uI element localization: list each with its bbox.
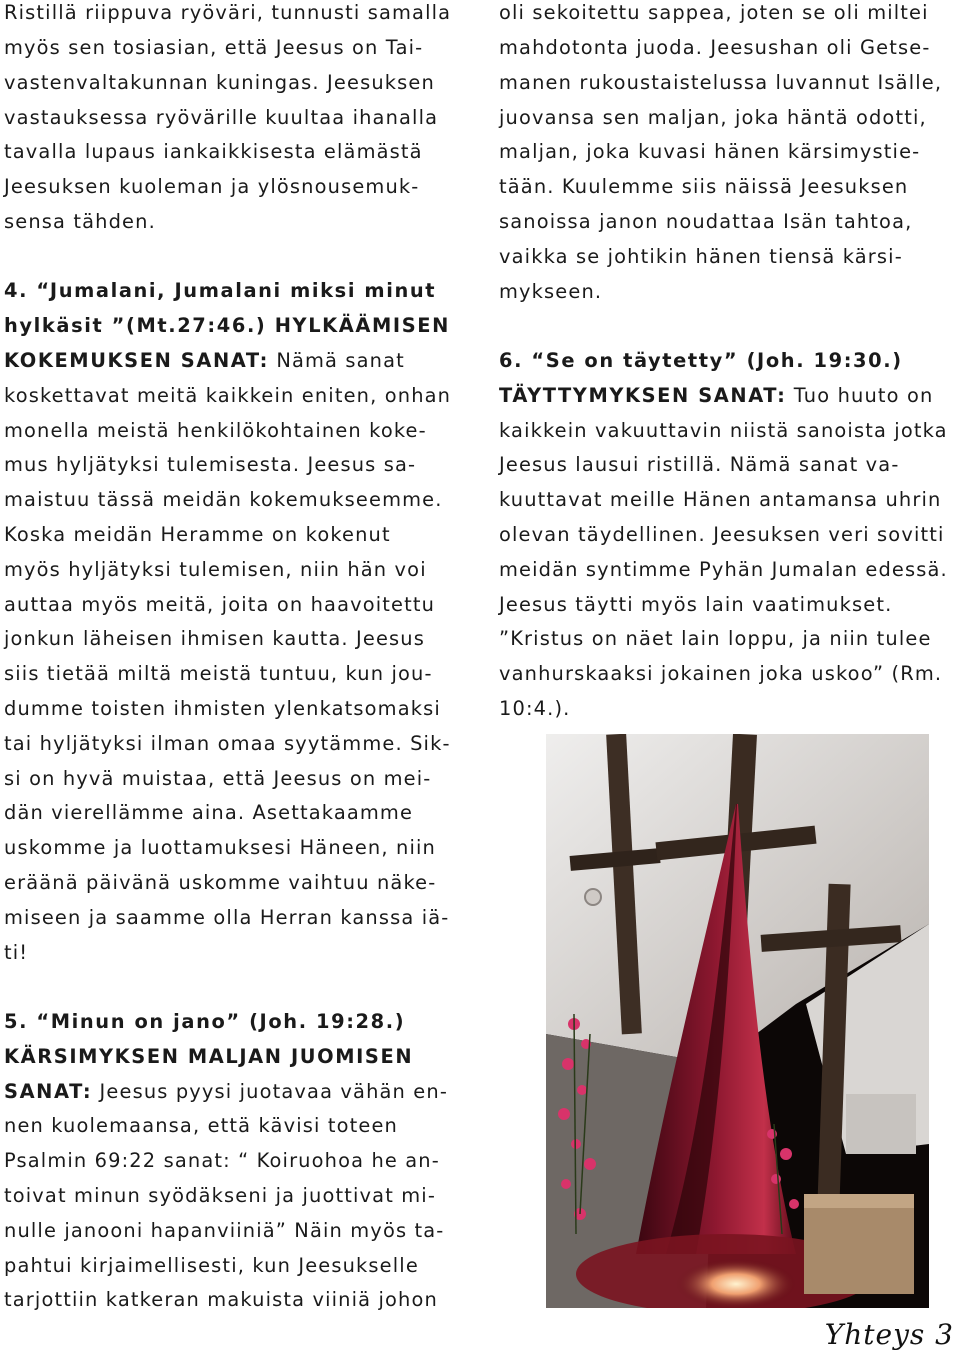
left-line-1: Ristillä riippuva ryöväri, tunnusti samalla <box>4 1 452 24</box>
right-line-8: vaikka se johtikin hänen tiensä kärsi- <box>499 245 903 268</box>
left-line-18: auttaa myös meitä, joita on haavoitettu <box>4 593 436 616</box>
heading-6-line-2: TÄYTTYMYKSEN SANAT: Tuo huuto on <box>499 384 934 407</box>
left-line-27: miseen ja saamme olla Herran kanssa iä- <box>4 906 450 929</box>
right-line-13: kaikkein vakuuttavin niistä sanoista jotka <box>499 419 948 442</box>
heading-5-line-2: KÄRSIMYKSEN MALJAN JUOMISEN <box>4 1045 414 1068</box>
right-line-1: oli sekoitettu sappea, joten se oli miltei <box>499 1 929 24</box>
left-line-20: siis tietää miltä meistä tuntuu, kun jou- <box>4 662 433 685</box>
left-line-12: koskettavat meitä kaikkein eniten, onhan <box>4 384 452 407</box>
left-line-6: Jeesuksen kuoleman ja ylösnousemuk- <box>4 175 420 198</box>
page-footer: Yhteys 3 <box>824 1318 954 1351</box>
left-line-7: sensa tähden. <box>4 210 156 233</box>
left-line-22: tai hyljätyksi ilman omaa syytämme. Sik- <box>4 732 451 755</box>
heading-6-line-1: 6. “Se on täytetty” (Joh. 19:30.) <box>499 349 903 372</box>
cross-photo-illustration <box>546 734 929 1308</box>
heading-5-line-1: 5. “Minun on jano” (Joh. 19:28.) <box>4 1010 406 1033</box>
left-line-21: dumme toisten ihmisten ylenkatsomaksi <box>4 697 441 720</box>
left-line-13: monella meistä henkilökohtainen koke- <box>4 419 427 442</box>
heading-4-line-1: 4. “Jumalani, Jumalani miksi minut <box>4 279 437 302</box>
left-line-14: mus hyljätyksi tulemisesta. Jeesus sa- <box>4 453 417 476</box>
right-line-16: olevan täydellinen. Jeesuksen veri sovitti <box>499 523 945 546</box>
right-line-9: mykseen. <box>499 280 603 303</box>
left-line-35: nulle janooni hapanviiniä” Näin myös ta- <box>4 1219 445 1242</box>
right-line-17: meidän syntimme Pyhän Jumalan edessä. <box>499 558 948 581</box>
right-line-7: sanoissa janon noudattaa Isän tahtoa, <box>499 210 913 233</box>
left-line-19: jonkun läheisen ihmisen kautta. Jeesus <box>4 627 425 650</box>
heading-4-line-2: hylkäsit ”(Mt.27:46.) HYLKÄÄMISEN <box>4 314 450 337</box>
right-line-21: 10:4.). <box>499 697 571 720</box>
left-line-24: dän vierellämme aina. Asettakaamme <box>4 801 414 824</box>
right-line-5: maljan, joka kuvasi hänen kärsimystie- <box>499 140 921 163</box>
left-line-25: uskomme ja luottamuksesi Häneen, niin <box>4 836 436 859</box>
left-line-4: vastauksessa ryövärille kuultaa ihanalla <box>4 106 439 129</box>
left-line-36: pahtui kirjaimellisesti, kun Jeesukselle <box>4 1254 419 1277</box>
right-line-14: Jeesus lausui ristillä. Nämä sanat va- <box>499 453 900 476</box>
left-line-23: si on hyvä muistaa, että Jeesus on mei- <box>4 767 432 790</box>
right-line-18: Jeesus täytti myös lain vaatimukset. <box>499 593 893 616</box>
left-line-34: toivat minun syödäkseni ja juottivat mi- <box>4 1184 436 1207</box>
right-line-4: juovansa sen maljan, joka häntä odotti, <box>499 106 927 129</box>
right-line-19: ”Kristus on näet lain loppu, ja niin tulee <box>499 627 932 650</box>
heading-5-line-3: SANAT: Jeesus pyysi juotavaa vähän en- <box>4 1080 448 1103</box>
cross-photo <box>546 734 929 1308</box>
left-line-5: tavalla lupaus iankaikkisesta elämästä <box>4 140 423 163</box>
left-line-26: eräänä päivänä uskomme vaihtuu näke- <box>4 871 437 894</box>
left-line-32: nen kuolemaansa, että kävisi toteen <box>4 1114 398 1137</box>
left-line-3: vastenvaltakunnan kuningas. Jeesuksen <box>4 71 435 94</box>
left-line-33: Psalmin 69:22 sanat: “ Koiruohoa he an- <box>4 1149 440 1172</box>
left-line-17: myös hyljätyksi tulemisen, niin hän voi <box>4 558 427 581</box>
heading-4-line-3: KOKEMUKSEN SANAT: Nämä sanat <box>4 349 405 372</box>
left-line-16: Koska meidän Heramme on kokenut <box>4 523 391 546</box>
right-line-2: mahdotonta juoda. Jeesushan oli Getse- <box>499 36 931 59</box>
right-line-15: kuuttavat meille Hänen antamansa uhrin <box>499 488 942 511</box>
left-line-2: myös sen tosiasian, että Jeesus on Tai- <box>4 36 424 59</box>
left-line-28: ti! <box>4 941 29 964</box>
left-line-37: tarjottiin katkeran makuista viiniä johon <box>4 1288 438 1311</box>
right-line-6: tään. Kuulemme siis näissä Jeesuksen <box>499 175 909 198</box>
left-line-15: maistuu tässä meidän kokemukseemme. <box>4 488 443 511</box>
right-line-20: vanhurskaaksi jokainen joka uskoo” (Rm. <box>499 662 943 685</box>
right-line-3: manen rukoustaistelussa luvannut Isälle, <box>499 71 943 94</box>
